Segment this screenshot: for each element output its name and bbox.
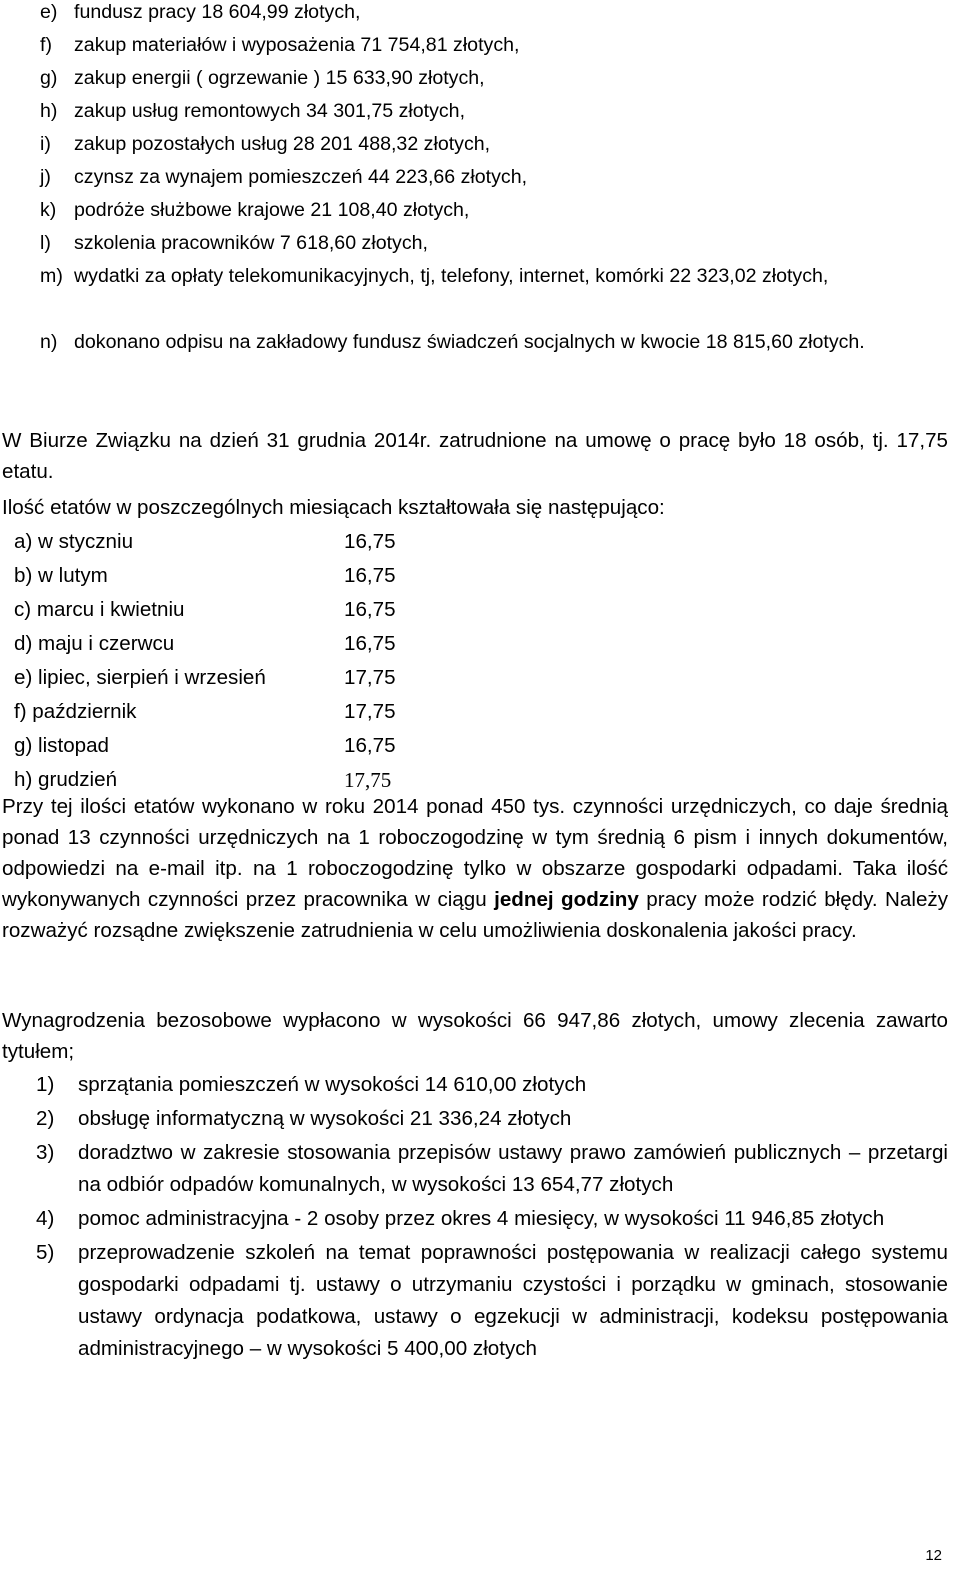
list-item [36,1137,948,1201]
month-cell: c) marcu i kwietniu [14,598,185,621]
item-label: i) [40,133,51,155]
item-number: 1) [36,1073,55,1096]
table-row [14,525,464,559]
item-text: doradztwo w zakresie stosowania przepisów ustawy prawo zamówień publicznych – przetargi na odbiór odpadów komunalnych, w wysokości 13 654,77 złotych [78,1141,948,1196]
list-item [40,326,952,392]
item-label: n) [40,331,58,353]
value-cell: 16,75 [344,530,396,553]
item-number: 3) [36,1141,55,1164]
list-item [36,1069,948,1101]
item-text: zakup usług remontowych 34 301,75 złotych, [74,100,466,122]
list-item [40,62,952,95]
value-cell: 17,75 [344,700,396,723]
item-text: obsługę informatyczną w wysokości 21 336,24 złotych [78,1107,572,1130]
list-item [40,260,952,326]
item-text: podróże służbowe krajowe 21 108,40 złotych, [74,199,470,221]
item-label: g) [40,67,58,89]
wages-paragraph: Wynagrodzenia bezosobowe wypłacono w wysokości 66 947,86 złotych, umowy zlecenia zawarto tytułem; [2,1009,948,1063]
table-row [14,559,464,593]
value-cell: 16,75 [344,734,396,757]
item-number: 4) [36,1207,55,1230]
month-cell: f) październik [14,700,137,723]
month-cell: e) lipiec, sierpień i wrzesień [14,666,266,689]
item-text: zakup pozostałych usług 28 201 488,32 złotych, [74,133,491,155]
item-label: e) [40,1,58,23]
item-number: 2) [36,1107,55,1130]
item-text: przeprowadzenie szkoleń na temat poprawności postępowania w realizacji całego systemu gospodarki odpadami tj. ustawy o utrzymaniu czystości i porządku w gminach, stosowanie ustawy ordynacja podatkowa, ustawy o egzekucji w administracji, kodeksu postępowania administracyjnego – w wysokości 5 400,00 złotych [78,1241,948,1360]
table-row [14,695,464,729]
item-text: szkolenia pracowników 7 618,60 złotych, [74,232,428,254]
list-item [36,1103,948,1135]
value-cell: 16,75 [344,564,396,587]
month-cell: b) w lutym [14,564,108,587]
list-item [40,128,952,161]
list-item [36,1203,948,1235]
contracts-list [36,1069,948,1365]
table-row [14,593,464,627]
item-label: f) [40,34,52,56]
item-text: fundusz pracy 18 604,99 złotych, [74,1,361,23]
item-label: j) [40,166,51,188]
activity-text: Przy tej ilości etatów wykonano w roku 2014 ponad 450 tys. czynności urzędniczych, co daje średnią ponad 13 czynności urzędniczych na 1 roboczogodzinę w tym średnią 6 pism i innych dokumentów, odpowiedzi na e-mail itp. na 1 roboczogodzinę tylko w obszarze gospodarki odpadami. Taka ilość wykonywanych czynności przez pracownika w ciągu [2,795,948,911]
item-text: pomoc administracyjna - 2 osoby przez okres 4 miesięcy, w wysokości 11 946,85 złotych [78,1207,885,1230]
item-label: k) [40,199,57,221]
value-cell: 17,75 [344,767,392,792]
item-text: zakup materiałów i wyposażenia 71 754,81 złotych, [74,34,520,56]
month-cell: d) maju i czerwcu [14,632,175,655]
value-cell: 17,75 [344,666,396,689]
list-item [40,0,952,29]
month-cell: h) grudzień [14,768,118,791]
expense-list [40,0,952,392]
value-cell: 16,75 [344,632,396,655]
month-cell: a) w styczniu [14,530,134,553]
item-text: czynsz za wynajem pomieszczeń 44 223,66 złotych, [74,166,528,188]
list-item [36,1237,948,1365]
item-label: m) [40,265,63,287]
item-number: 5) [36,1241,55,1264]
item-text: wydatki za opłaty telekomunikacyjnych, tj, telefony, internet, komórki 22 323,02 złotych, [74,265,829,287]
staffing-intro: Ilość etatów w poszczególnych miesiącach kształtowała się następująco: [2,496,665,519]
item-label: h) [40,100,58,122]
employment-paragraph: W Biurze Związku na dzień 31 grudnia 2014r. zatrudnione na umowę o pracę było 18 osób, tj. 17,75 etatu. [2,429,948,483]
item-label: l) [40,232,51,254]
item-text: dokonano odpisu na zakładowy fundusz świadczeń socjalnych w kwocie 18 815,60 złotych. [74,331,865,353]
page-number: 12 [925,1547,942,1564]
table-row [14,627,464,661]
table-row [14,661,464,695]
item-text: zakup energii ( ogrzewanie ) 15 633,90 złotych, [74,67,485,89]
list-item [40,194,952,227]
activity-bold-text: jednej godziny [494,888,639,911]
activity-text-end: pracy może rodzić błędy. Należy rozważyć rozsądne zwiększenie zatrudnienia w celu umożliwienia doskonalenia jakości pracy. [2,888,948,942]
staffing-table [14,525,464,797]
value-cell: 16,75 [344,598,396,621]
month-cell: g) listopad [14,734,110,757]
activity-paragraph [2,791,948,946]
list-item [40,29,952,62]
list-item [40,95,952,128]
item-text: sprzątania pomieszczeń w wysokości 14 610,00 złotych [78,1073,587,1096]
list-item [40,227,952,260]
table-row [14,729,464,763]
list-item [40,161,952,194]
